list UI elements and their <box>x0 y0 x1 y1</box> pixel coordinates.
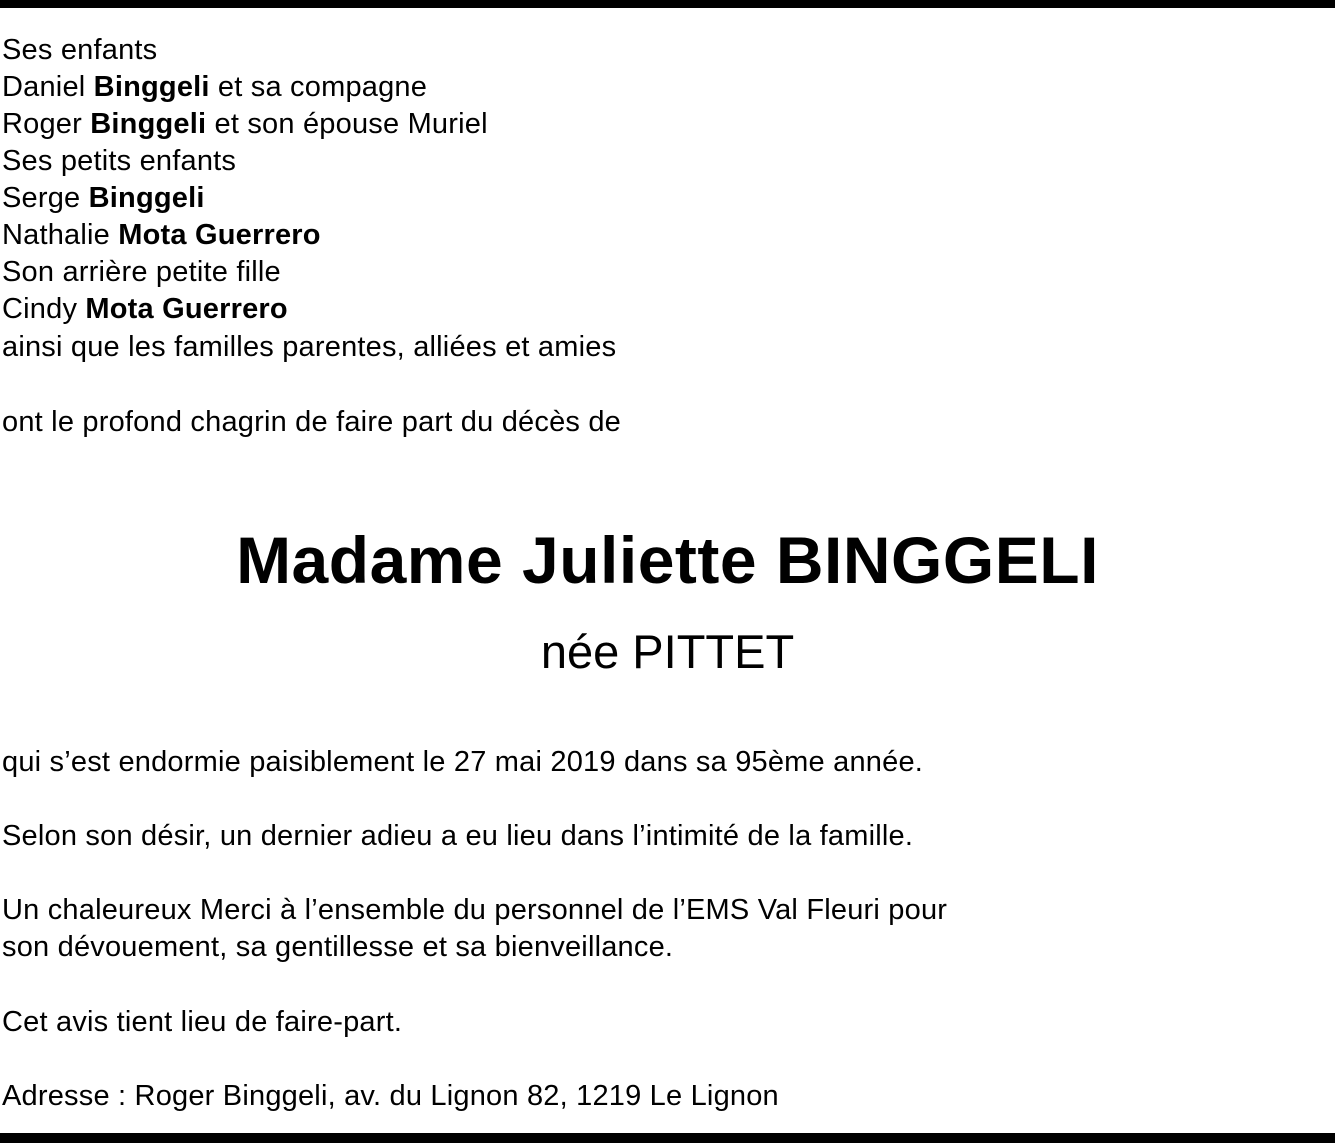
surname: Binggeli <box>90 108 207 140</box>
address-text: Adresse : Roger Binggeli, av. du Lignon 82, 1219 Le Lignon <box>2 1080 779 1112</box>
top-rule <box>0 0 1335 8</box>
bottom-rule <box>0 1133 1335 1143</box>
passing-text: qui s’est endormie paisiblement le 27 mai 2019 dans sa 95ème année. <box>2 746 924 778</box>
surname: Mota Guerrero <box>118 219 321 251</box>
thanks-text-line-1: Un chaleureux Merci à l’ensemble du personnel de l’EMS Val Fleuri pour <box>2 894 948 926</box>
family-line-5: Serge Binggeli <box>2 182 205 214</box>
announcement-text: ont le profond chagrin de faire part du décès de <box>2 406 622 438</box>
family-line-7: Son arrière petite fille <box>2 256 281 288</box>
family-line-8: Cindy Mota Guerrero <box>2 293 288 325</box>
notice-text: Cet avis tient lieu de faire-part. <box>2 1006 403 1038</box>
thanks-text-line-2: son dévouement, sa gentillesse et sa bienveillance. <box>2 931 674 963</box>
deceased-name: Madame Juliette BINGGELI <box>236 523 1099 597</box>
farewell-text: Selon son désir, un dernier adieu a eu lieu dans l’intimité de la famille. <box>2 820 914 852</box>
family-line-2: Daniel Binggeli et sa compagne <box>2 71 428 103</box>
family-line-1: Ses enfants <box>2 34 158 66</box>
family-line-4: Ses petits enfants <box>2 145 237 177</box>
surname: Mota Guerrero <box>85 293 288 325</box>
surname: Binggeli <box>93 71 210 103</box>
maiden-name: née PITTET <box>540 625 795 678</box>
family-line-3: Roger Binggeli et son épouse Muriel <box>2 108 488 140</box>
surname: Binggeli <box>88 182 205 214</box>
family-line-6: Nathalie Mota Guerrero <box>2 219 321 251</box>
family-line-9: ainsi que les familles parentes, alliées et amies <box>2 331 617 363</box>
